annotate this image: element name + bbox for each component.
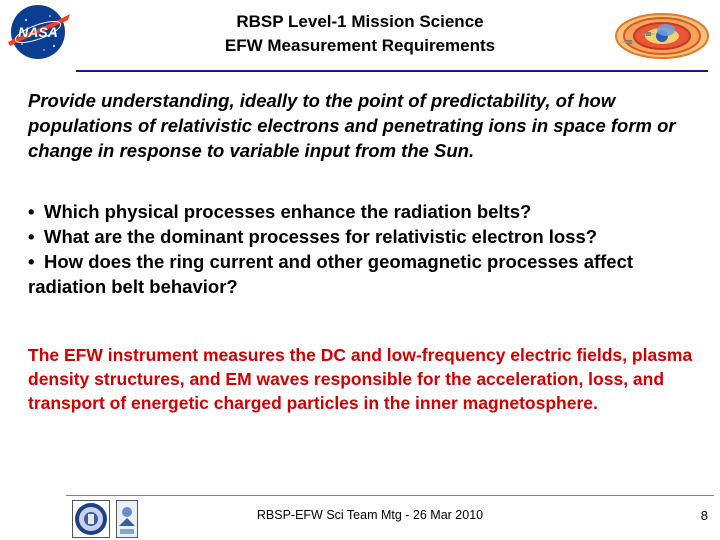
mission-badge-logo — [116, 500, 138, 538]
footer-text: RBSP-EFW Sci Team Mtg - 26 Mar 2010 — [256, 508, 484, 522]
science-objective: Provide understanding, ideally to the point of predictability, of how populations of relativistic electrons and penetrating ions in space form or change in response to variable input from the Sun. — [28, 90, 676, 161]
question-item — [28, 249, 708, 299]
question-item — [28, 224, 708, 249]
title-line-1: RBSP Level-1 Mission Science — [236, 12, 484, 31]
university-seal-logo — [72, 500, 110, 538]
efw-statement: The EFW instrument measures the DC and low-frequency electric fields, plasma density structures, and EM waves responsible for the acceleration, loss, and transport of energetic charged particles in the inner magnetosphere. — [28, 345, 693, 413]
question-text: Which physical processes enhance the radiation belts? — [44, 201, 532, 222]
bullet-icon: • — [28, 201, 35, 222]
slide-title — [150, 10, 570, 58]
nasa-logo-text: NASA — [18, 24, 58, 40]
question-text: What are the dominant processes for relativistic electron loss? — [44, 226, 598, 247]
question-item — [28, 199, 708, 224]
title-divider — [76, 70, 708, 72]
bullet-icon: • — [28, 226, 35, 247]
bullet-icon: • — [28, 251, 35, 272]
footer-divider — [66, 495, 714, 496]
science-questions — [28, 199, 708, 299]
question-text: How does the ring current and other geomagnetic processes affect radiation belt behavior? — [28, 251, 634, 297]
page-number: 8 — [700, 508, 708, 523]
radiation-belts-graphic — [612, 10, 712, 62]
title-line-2: EFW Measurement Requirements — [224, 36, 496, 55]
nasa-logo — [4, 2, 72, 62]
